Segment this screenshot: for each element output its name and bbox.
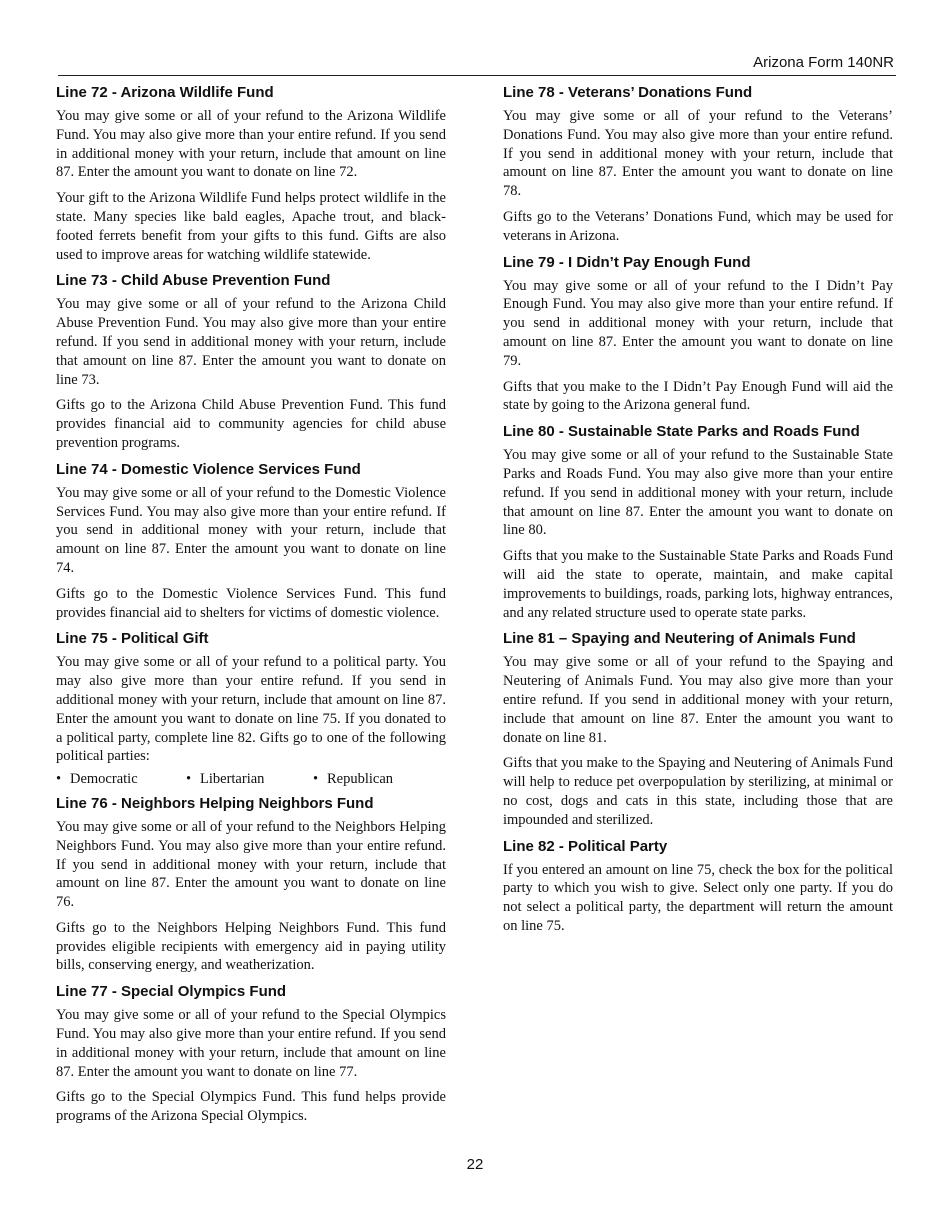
- form-title: Arizona Form 140NR: [753, 54, 894, 71]
- page-number: 22: [466, 1156, 484, 1173]
- party-name: Libertarian: [200, 771, 265, 788]
- party-name: Democratic: [70, 771, 138, 788]
- body-paragraph: Gifts that you make to the Spaying and Neutering of Animals Fund will help to reduce pet overpopulation by sterilizing, at minimal or no cost, dogs and cats in this state, including those that are impounded and sterilized.: [503, 755, 893, 828]
- body-paragraph: Gifts go to the Special Olympics Fund. This fund helps provide programs of the Arizona Special Olympics.: [56, 1089, 446, 1125]
- section: [503, 83, 893, 246]
- section-heading: Line 75 - Political Gift: [56, 630, 209, 648]
- body-paragraph: You may give some or all of your refund to the Spaying and Neutering of Animals Fund. You may also give more than your entire refund. If you send in additional money with your return, include that amount on line 87. Enter the amount you want to donate on line 81.: [503, 654, 893, 746]
- party-list-item: [313, 770, 393, 789]
- bullet-icon: •: [56, 771, 62, 788]
- section-heading: Line 76 - Neighbors Helping Neighbors Fund: [56, 794, 374, 812]
- body-paragraph: Gifts that you make to the I Didn’t Pay Enough Fund will aid the state by going to the Arizona general fund.: [503, 378, 893, 414]
- section-heading: Line 81 – Spaying and Neutering of Animals Fund: [503, 630, 856, 648]
- body-paragraph: Gifts go to the Veterans’ Donations Fund, which may be used for veterans in Arizona.: [503, 208, 893, 244]
- section-heading: Line 73 - Child Abuse Prevention Fund: [56, 272, 331, 290]
- section-heading: Line 72 - Arizona Wildlife Fund: [56, 84, 274, 101]
- bullet-icon: •: [186, 771, 192, 788]
- body-paragraph: You may give some or all of your refund to the Sustainable State Parks and Roads Fund. You may also give more than your entire refund. If you send in additional money with your return, include that amount on line 87. Enter the amount you want to donate on line 80.: [503, 447, 893, 539]
- body-paragraph: Gifts go to the Arizona Child Abuse Prevention Fund. This fund provides financial aid to community agencies for child abuse prevention programs.: [56, 397, 446, 451]
- section-heading: Line 78 - Veterans’ Donations Fund: [503, 84, 753, 101]
- body-paragraph: You may give some or all of your refund to the Special Olympics Fund. You may also give more than your entire refund. If you send in additional money with your return, include that amount on line 87. Enter the amount you want to donate on line 77.: [56, 1007, 446, 1080]
- section: [56, 460, 446, 623]
- section: [503, 837, 893, 936]
- body-paragraph: If you entered an amount on line 75, check the box for the political party to which you wish to give. Select only one party. If you do not select a political party, the department will return the amount on line 75.: [503, 861, 893, 934]
- section: [503, 422, 893, 622]
- section: [56, 794, 446, 975]
- section-heading: Line 82 - Political Party: [503, 837, 668, 855]
- section: [503, 253, 893, 416]
- section-heading: Line 74 - Domestic Violence Services Fund: [56, 460, 361, 478]
- section-heading: Line 80 - Sustainable State Parks and Roads Fund: [503, 423, 860, 441]
- body-paragraph: You may give some or all of your refund to the Domestic Violence Services Fund. You may also give more than your entire refund. If you send in additional money with your return, include that amount on line 87. Enter the amount you want to donate on line 74.: [56, 484, 446, 576]
- body-paragraph: Gifts go to the Domestic Violence Services Fund. This fund provides financial aid to shelters for victims of domestic violence.: [56, 585, 446, 621]
- section: [56, 982, 446, 1126]
- left-column: [56, 83, 446, 1133]
- body-paragraph: You may give some or all of your refund to the Neighbors Helping Neighbors Fund. You may also give more than your entire refund. If you send in additional money with your return, include that amount on line 87. Enter the amount you want to donate on line 76.: [56, 818, 446, 911]
- header-divider: [58, 75, 896, 76]
- section-heading: Line 79 - I Didn’t Pay Enough Fund: [503, 253, 751, 271]
- section: [56, 271, 446, 452]
- body-paragraph: You may give some or all of your refund to a political party. You may also give more than your entire refund. If you send in additional money with your return, include that amount on line 87. Enter the amount you want to donate on line 75. If you donated to a political party, complete line 82. Gifts go to one of the following political parties:: [56, 654, 446, 765]
- body-paragraph: You may give some or all of your refund to the Arizona Wildlife Fund. You may also give more than your entire refund. If you send in additional money with your return, include that amount on line 87. Enter the amount you want to donate on line 72.: [56, 108, 446, 181]
- section-heading: Line 77 - Special Olympics Fund: [56, 983, 287, 1001]
- body-paragraph: Gifts that you make to the Sustainable State Parks and Roads Fund will aid the state to operate, maintain, and make capital improvements to buildings, roads, parking lots, highway entrances, and any related structure used to operate state parks.: [503, 548, 893, 621]
- section: [56, 83, 446, 264]
- party-list: [56, 770, 446, 789]
- section: [56, 629, 446, 789]
- body-paragraph: Your gift to the Arizona Wildlife Fund helps protect wildlife in the state. Many species like bald eagles, Apache trout, and black-footed ferrets benefit from your gifts to this fund. Gifts are also used to improve areas for watching wildlife statewide.: [56, 190, 446, 263]
- party-list-item: [56, 770, 186, 789]
- body-paragraph: You may give some or all of your refund to the I Didn’t Pay Enough Fund. You may also give more than your entire refund. If you send in additional money with your return, include that amount on line 87. Enter the amount you want to donate on line 79.: [503, 277, 893, 369]
- party-list-item: [186, 770, 313, 789]
- body-paragraph: You may give some or all of your refund to the Veterans’ Donations Fund. You may also give more than your entire refund. If you send in additional money with your return, include that amount on line 87. Enter the amount you want to donate on line 78.: [503, 108, 893, 200]
- right-column: [503, 83, 893, 943]
- bullet-icon: •: [313, 771, 319, 788]
- body-paragraph: You may give some or all of your refund to the Arizona Child Abuse Prevention Fund. You may also give more than your entire refund. If you send in additional money with your return, include that amount on line 87. Enter the amount you want to donate on line 73.: [56, 296, 446, 388]
- body-paragraph: Gifts go to the Neighbors Helping Neighbors Fund. This fund provides eligible recipients with emergency aid in paying utility bills, conserving energy, and weatherization.: [56, 919, 446, 974]
- section: [503, 629, 893, 829]
- party-name: Republican: [327, 771, 394, 788]
